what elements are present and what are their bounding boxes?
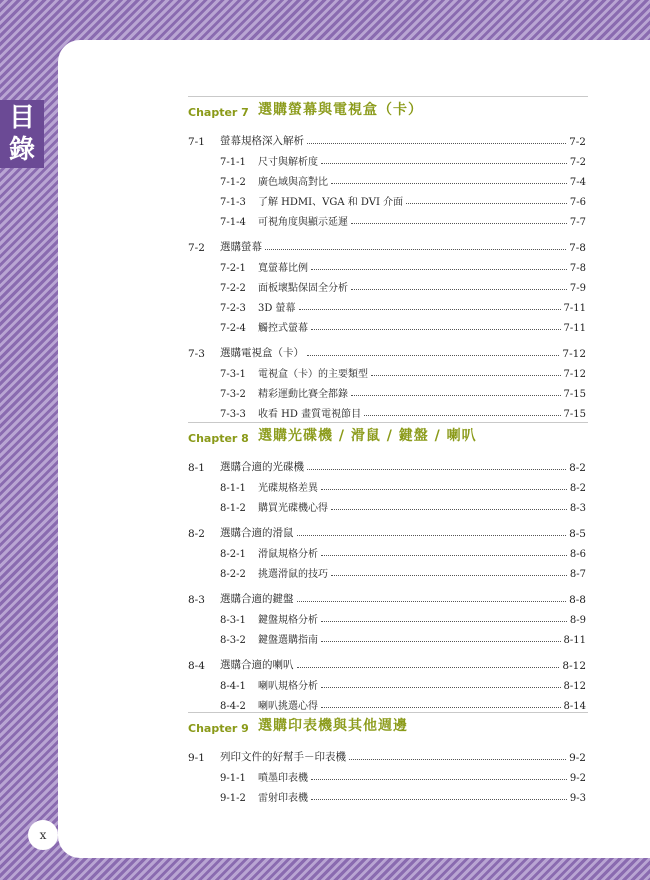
chapter-label: Chapter 9 bbox=[188, 722, 249, 735]
entry-title: 選購合適的滑鼠 bbox=[220, 527, 294, 539]
entry-title: 螢幕規格深入解析 bbox=[220, 135, 304, 147]
leader-dots bbox=[351, 288, 567, 290]
toc-section-entry bbox=[188, 236, 586, 254]
entry-page: 9-2 bbox=[569, 773, 586, 784]
entry-page: 8-12 bbox=[563, 681, 586, 692]
leader-dots bbox=[299, 308, 561, 310]
chapter-title: 選購光碟機 / 滑鼠 / 鍵盤 / 喇叭 bbox=[258, 428, 477, 444]
entry-title: 喇叭規格分析 bbox=[258, 681, 318, 692]
toc-subsection-entry bbox=[188, 786, 586, 804]
leader-dots bbox=[297, 666, 560, 668]
toc-side-tab bbox=[0, 100, 44, 168]
toc-subsection-entry bbox=[188, 296, 586, 314]
entry-title: 電視盒（卡）的主要類型 bbox=[258, 369, 368, 380]
leader-dots bbox=[297, 600, 567, 602]
leader-dots bbox=[307, 354, 559, 356]
entry-page: 8-3 bbox=[569, 503, 586, 514]
entry-title: 選購合適的喇叭 bbox=[220, 659, 294, 671]
toc-subsection-entry bbox=[188, 316, 586, 334]
leader-dots bbox=[297, 534, 567, 536]
entry-page: 8-11 bbox=[563, 635, 586, 646]
chapter-heading bbox=[188, 422, 588, 445]
chapter-heading bbox=[188, 96, 588, 119]
entry-page: 8-7 bbox=[569, 569, 586, 580]
entry-title: 觸控式螢幕 bbox=[258, 323, 308, 334]
entry-number: 9-1-1 bbox=[220, 773, 246, 784]
leader-dots bbox=[321, 640, 561, 642]
entry-title: 噴墨印表機 bbox=[258, 773, 308, 784]
leader-dots bbox=[311, 268, 567, 270]
entry-number: 7-1-4 bbox=[220, 217, 246, 228]
leader-dots bbox=[331, 508, 567, 510]
page-number: x bbox=[28, 820, 58, 850]
entry-number: 7-1-1 bbox=[220, 157, 246, 168]
entry-page: 8-6 bbox=[569, 549, 586, 560]
entry-number: 9-1-2 bbox=[220, 793, 246, 804]
leader-dots bbox=[331, 574, 567, 576]
entry-number: 7-3-3 bbox=[220, 409, 246, 420]
entry-number: 8-3-1 bbox=[220, 615, 246, 626]
entry-title: 喇叭挑選心得 bbox=[258, 701, 318, 712]
toc-section-entry bbox=[188, 746, 586, 764]
entry-number: 7-2-3 bbox=[220, 303, 246, 314]
entry-number: 7-3-2 bbox=[220, 389, 246, 400]
toc-subsection-entry bbox=[188, 362, 586, 380]
toc-subsection-entry bbox=[188, 496, 586, 514]
toc-subsection-entry bbox=[188, 170, 586, 188]
entry-title: 選購合適的鍵盤 bbox=[220, 593, 294, 605]
entry-title: 選購電視盒（卡） bbox=[220, 347, 304, 359]
leader-dots bbox=[349, 758, 566, 760]
entry-page: 8-2 bbox=[569, 483, 586, 494]
entry-page: 7-4 bbox=[569, 177, 586, 188]
chapter-title: 選購印表機與其他週邊 bbox=[258, 718, 408, 734]
leader-dots bbox=[265, 248, 566, 250]
entry-page: 7-12 bbox=[562, 348, 586, 360]
entry-page: 7-6 bbox=[569, 197, 586, 208]
entry-title: 3D 螢幕 bbox=[258, 303, 296, 314]
entry-number: 8-2-2 bbox=[220, 569, 246, 580]
toc-section-entry bbox=[188, 342, 586, 360]
entry-page: 8-8 bbox=[569, 594, 586, 606]
leader-dots bbox=[351, 394, 561, 396]
entry-page: 7-15 bbox=[563, 409, 586, 420]
entry-title: 收看 HD 畫質電視節目 bbox=[258, 409, 362, 420]
leader-dots bbox=[321, 488, 567, 490]
entry-page: 7-15 bbox=[563, 389, 586, 400]
entry-title: 滑鼠規格分析 bbox=[258, 549, 318, 560]
entry-number: 8-2-1 bbox=[220, 549, 246, 560]
leader-dots bbox=[364, 414, 560, 416]
toc-subsection-entry bbox=[188, 766, 586, 784]
entry-page: 8-9 bbox=[569, 615, 586, 626]
entry-page: 7-8 bbox=[569, 263, 586, 274]
entry-number: 8-1-1 bbox=[220, 483, 246, 494]
entry-title: 光碟規格差異 bbox=[258, 483, 318, 494]
toc-subsection-entry bbox=[188, 402, 586, 420]
entry-page: 9-2 bbox=[569, 752, 586, 764]
toc-subsection-entry bbox=[188, 276, 586, 294]
entry-page: 7-11 bbox=[563, 323, 586, 334]
entry-title: 可視角度與顯示延遲 bbox=[258, 217, 348, 228]
entry-page: 7-2 bbox=[569, 157, 586, 168]
toc-subsection-entry bbox=[188, 674, 586, 692]
leader-dots bbox=[307, 142, 566, 144]
leader-dots bbox=[371, 374, 561, 376]
toc-subsection-entry bbox=[188, 628, 586, 646]
leader-dots bbox=[321, 162, 567, 164]
entry-title: 鍵盤選購指南 bbox=[258, 635, 318, 646]
entry-title: 選購合適的光碟機 bbox=[220, 461, 304, 473]
leader-dots bbox=[321, 706, 561, 708]
toc-subsection-entry bbox=[188, 210, 586, 228]
toc-section-entry bbox=[188, 130, 586, 148]
entry-number: 8-1 bbox=[188, 462, 205, 474]
entry-title: 選購螢幕 bbox=[220, 241, 262, 253]
leader-dots bbox=[311, 798, 567, 800]
entry-page: 8-14 bbox=[563, 701, 586, 712]
leader-dots bbox=[331, 182, 567, 184]
entry-page: 7-12 bbox=[563, 369, 586, 380]
entry-number: 9-1 bbox=[188, 752, 205, 764]
entry-page: 7-11 bbox=[563, 303, 586, 314]
chapter-title: 選購螢幕與電視盒（卡） bbox=[258, 102, 423, 118]
chapter-label: Chapter 8 bbox=[188, 432, 249, 445]
entry-title: 鍵盤規格分析 bbox=[258, 615, 318, 626]
entry-page: 7-9 bbox=[569, 283, 586, 294]
entry-title: 廣色域與高對比 bbox=[258, 177, 328, 188]
entry-title: 雷射印表機 bbox=[258, 793, 308, 804]
chapter-heading bbox=[188, 712, 588, 735]
leader-dots bbox=[321, 686, 561, 688]
leader-dots bbox=[311, 328, 561, 330]
entry-title: 寬螢幕比例 bbox=[258, 263, 308, 274]
entry-number: 7-3 bbox=[188, 348, 205, 360]
entry-page: 9-3 bbox=[569, 793, 586, 804]
entry-number: 8-3 bbox=[188, 594, 205, 606]
toc-subsection-entry bbox=[188, 382, 586, 400]
leader-dots bbox=[321, 554, 567, 556]
entry-number: 7-2-4 bbox=[220, 323, 246, 334]
side-tab-char-2: 錄 bbox=[8, 135, 35, 165]
leader-dots bbox=[311, 778, 567, 780]
toc-section-entry bbox=[188, 654, 586, 672]
entry-number: 8-1-2 bbox=[220, 503, 246, 514]
entry-number: 8-4 bbox=[188, 660, 205, 672]
toc-subsection-entry bbox=[188, 476, 586, 494]
entry-page: 7-8 bbox=[569, 242, 586, 254]
toc-subsection-entry bbox=[188, 694, 586, 712]
entry-number: 8-2 bbox=[188, 528, 205, 540]
toc-section-entry bbox=[188, 522, 586, 540]
toc-subsection-entry bbox=[188, 150, 586, 168]
toc-subsection-entry bbox=[188, 256, 586, 274]
entry-title: 購買光碟機心得 bbox=[258, 503, 328, 514]
entry-number: 7-1 bbox=[188, 136, 205, 148]
toc-section-entry bbox=[188, 456, 586, 474]
entry-number: 7-3-1 bbox=[220, 369, 246, 380]
toc-section-entry bbox=[188, 588, 586, 606]
chapter-label: Chapter 7 bbox=[188, 106, 249, 119]
entry-number: 8-4-1 bbox=[220, 681, 246, 692]
leader-dots bbox=[321, 620, 567, 622]
toc-page bbox=[58, 40, 650, 858]
entry-number: 7-1-2 bbox=[220, 177, 246, 188]
entry-title: 了解 HDMI、VGA 和 DVI 介面 bbox=[258, 197, 404, 208]
entry-page: 7-2 bbox=[569, 136, 586, 148]
leader-dots bbox=[406, 202, 567, 204]
entry-title: 尺寸與解析度 bbox=[258, 157, 318, 168]
toc-subsection-entry bbox=[188, 562, 586, 580]
toc-subsection-entry bbox=[188, 608, 586, 626]
entry-page: 8-2 bbox=[569, 462, 586, 474]
entry-title: 挑選滑鼠的技巧 bbox=[258, 569, 328, 580]
entry-number: 7-2-1 bbox=[220, 263, 246, 274]
entry-page: 7-7 bbox=[569, 217, 586, 228]
toc-subsection-entry bbox=[188, 190, 586, 208]
side-tab-char-1: 目 bbox=[8, 103, 35, 133]
toc-subsection-entry bbox=[188, 542, 586, 560]
entry-title: 面板壞點保固全分析 bbox=[258, 283, 348, 294]
entry-page: 8-5 bbox=[569, 528, 586, 540]
leader-dots bbox=[307, 468, 566, 470]
entry-number: 8-4-2 bbox=[220, 701, 246, 712]
entry-title: 列印文件的好幫手－印表機 bbox=[220, 751, 346, 763]
entry-title: 精彩運動比賽全都錄 bbox=[258, 389, 348, 400]
entry-number: 7-2 bbox=[188, 242, 205, 254]
entry-number: 8-3-2 bbox=[220, 635, 246, 646]
entry-page: 8-12 bbox=[562, 660, 586, 672]
entry-number: 7-2-2 bbox=[220, 283, 246, 294]
entry-number: 7-1-3 bbox=[220, 197, 246, 208]
leader-dots bbox=[351, 222, 567, 224]
